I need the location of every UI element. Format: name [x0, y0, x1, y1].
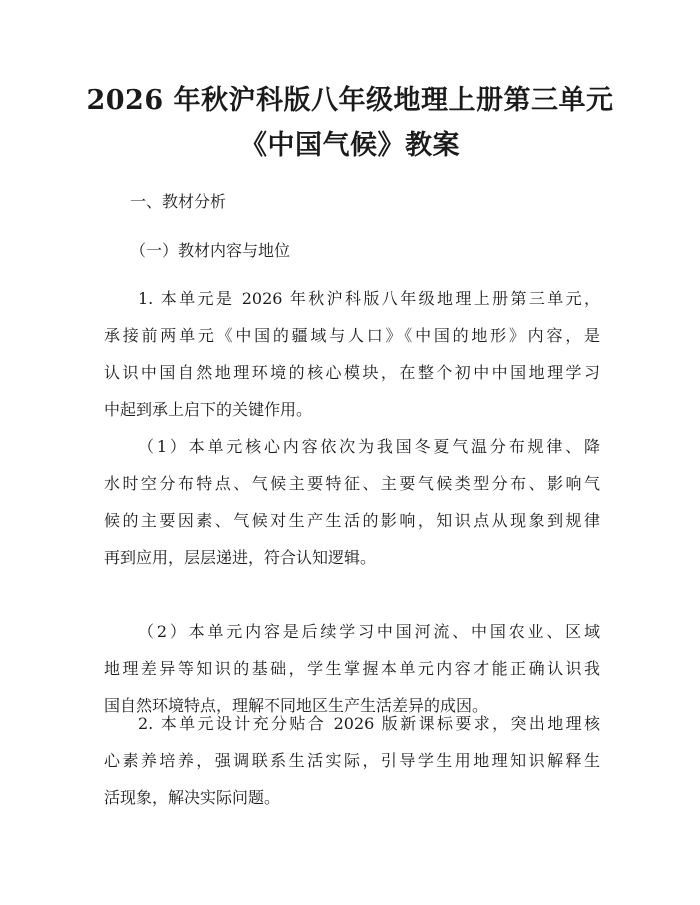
subsection-heading: （一）教材内容与地位 — [130, 241, 291, 260]
paragraph-line: （2）本单元内容是后续学习中国河流、中国农业、区域 — [138, 622, 600, 641]
paragraph-1 — [104, 280, 600, 428]
document-title-line-1: 2026 年秋沪科版八年级地理上册第三单元 — [86, 85, 614, 116]
section-heading: 一、教材分析 — [130, 192, 227, 211]
paragraph-2 — [104, 428, 600, 576]
paragraph-line: 心素养培养，强调联系生活实际，引导学生用地理知识解释生 — [104, 751, 600, 770]
paragraph-line: 候的主要因素、气候对生产生活的影响，知识点从现象到规律 — [104, 511, 600, 530]
paragraph-4 — [104, 705, 600, 816]
paragraph-line: 水时空分布特点、气候主要特征、主要气候类型分布、影响气 — [104, 474, 600, 493]
paragraph-line: 再到应用，层层递进，符合认知逻辑。 — [104, 548, 377, 567]
document-title-line-2: 《中国气候》教案 — [240, 130, 460, 161]
paragraph-line: 承接前两单元《中国的疆域与人口》《中国的地形》内容，是 — [104, 326, 600, 345]
paragraph-line: （1）本单元核心内容依次为我国冬夏气温分布规律、降 — [138, 437, 600, 456]
paragraph-line: 活现象，解决实际问题。 — [104, 788, 281, 807]
paragraph-line: 1. 本单元是 2026 年秋沪科版八年级地理上册第三单元， — [138, 289, 600, 308]
paragraph-line: 地理差异等知识的基础，学生掌握本单元内容才能正确认识我 — [104, 659, 600, 678]
paragraph-line: 2. 本单元设计充分贴合 2026 版新课标要求，突出地理核 — [138, 714, 600, 733]
paragraph-line: 认识中国自然地理环境的核心模块，在整个初中中国地理学习 — [104, 363, 600, 382]
paragraph-line: 国自然环境特点，理解不同地区生产生活差异的成因。 — [104, 696, 489, 715]
paragraph-line: 中起到承上启下的关键作用。 — [104, 400, 313, 419]
